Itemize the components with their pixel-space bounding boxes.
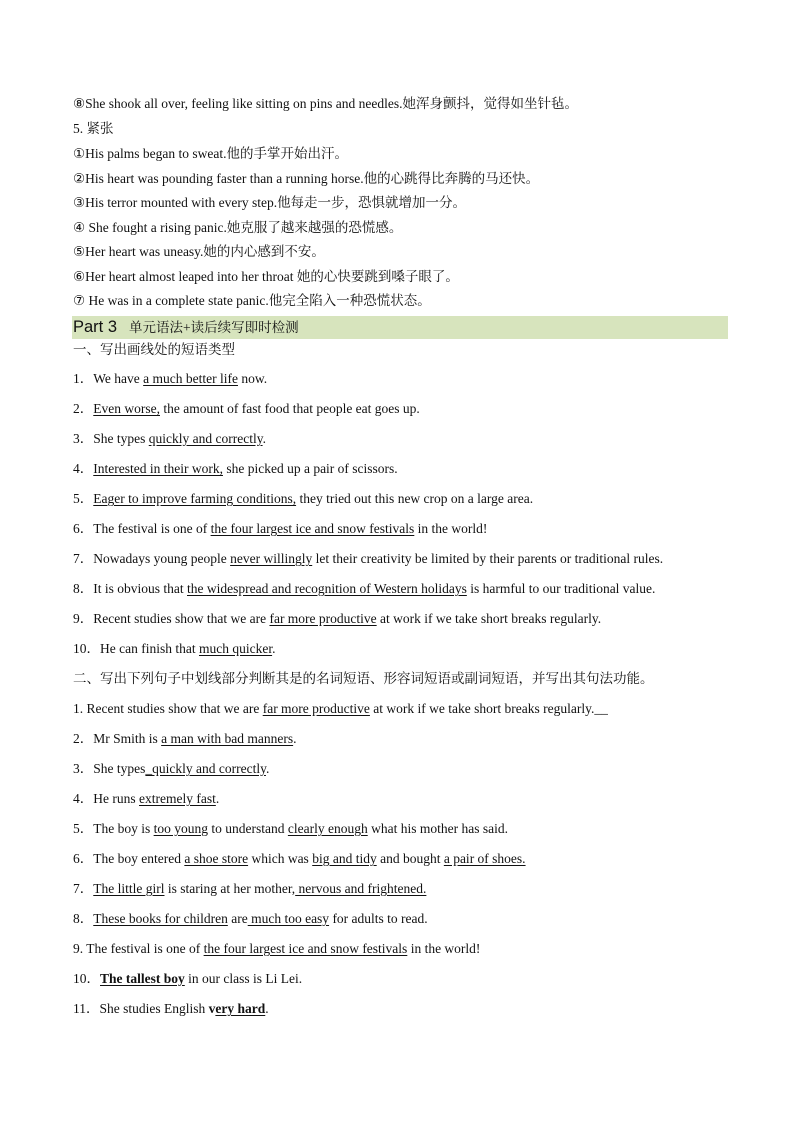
exercise-item: 2．Even worse, the amount of fast food that people eat goes up. bbox=[73, 401, 420, 416]
exercise-item: 10．The tallest boy in our class is Li Lei. bbox=[73, 971, 303, 986]
underlined-phrase: much quicker bbox=[198, 641, 273, 656]
underlined-phrase: big and tidy bbox=[312, 851, 377, 866]
exercise-item: 10．He can finish that much quicker. bbox=[73, 641, 276, 656]
underlined-phrase: Interested in their work, bbox=[93, 461, 223, 476]
underlined-phrase: never willingly bbox=[230, 551, 313, 566]
underlined-phrase: far more productive bbox=[262, 701, 370, 716]
part-header-bar bbox=[72, 316, 728, 339]
expression-line: ④ She fought a rising panic.她克服了越来越强的恐慌感。 bbox=[73, 220, 403, 235]
underlined-phrase: clearly enough bbox=[287, 821, 368, 836]
expression-line: ③His terror mounted with every step.他每走一步，恐惧就增加一分。 bbox=[73, 195, 467, 210]
underlined-phrase: a shoe store bbox=[184, 851, 249, 866]
exercise-item: 8．It is obvious that the widespread and recognition of Western holidays is harmful to our traditional value. bbox=[73, 581, 656, 596]
underlined-phrase: extremely fast bbox=[139, 791, 216, 806]
underlined-phrase: quickly and correctly bbox=[148, 431, 263, 446]
underlined-phrase: These books for children bbox=[93, 911, 228, 926]
exercise-item: 3．She types_quickly and correctly. bbox=[73, 761, 270, 776]
underlined-phrase: Eager to improve farming conditions, bbox=[93, 491, 297, 506]
exercise-item: 1．We have a much better life now. bbox=[73, 371, 268, 386]
exercise-item: 9. The festival is one of the four largest ice and snow festivals in the world! bbox=[73, 941, 481, 956]
expression-heading: 5. 紧张 bbox=[73, 121, 114, 136]
exercise-item: 5．Eager to improve farming conditions, they tried out this new crop on a large area. bbox=[73, 491, 534, 506]
underlined-phrase: _quickly and correctly bbox=[145, 761, 266, 776]
underlined-phrase: too young bbox=[153, 821, 209, 836]
underlined-phrase: the four largest ice and snow festivals bbox=[203, 941, 408, 956]
part-title: 单元语法+读后续写即时检测 bbox=[129, 320, 299, 335]
underlined-phrase: far more productive bbox=[269, 611, 377, 626]
exercise-item: 2．Mr Smith is a man with bad manners. bbox=[73, 731, 297, 746]
exercise-item: 4．He runs extremely fast. bbox=[73, 791, 220, 806]
expression-line: ①His palms began to sweat.他的手掌开始出汗。 bbox=[73, 146, 348, 161]
underlined-phrase: a much better life bbox=[143, 371, 238, 386]
underlined-phrase: The little girl bbox=[93, 881, 165, 896]
underlined-phrase: a pair of shoes. bbox=[443, 851, 526, 866]
exercise-item: 4．Interested in their work, she picked up a pair of scissors. bbox=[73, 461, 398, 476]
expression-line: ⑧She shook all over, feeling like sitting on pins and needles.她浑身颤抖，觉得如坐针毡。 bbox=[73, 96, 579, 111]
exercise-item: 6．The festival is one of the four largest ice and snow festivals in the world! bbox=[73, 521, 488, 536]
exercise-item: 7．Nowadays young people never willingly let their creativity be limited by their parents or traditional rules. bbox=[73, 551, 664, 566]
exercise-item: 6．The boy entered a shoe store which was big and tidy and bought a pair of shoes. bbox=[73, 851, 526, 866]
expression-line: ⑤Her heart was uneasy.她的内心感到不安。 bbox=[73, 244, 325, 259]
underlined-phrase: much too easy bbox=[247, 911, 330, 926]
exercise-item: 5．The boy is too young to understand clearly enough what his mother has said. bbox=[73, 821, 508, 836]
underlined-phrase: a man with bad manners bbox=[161, 731, 294, 746]
part-label: Part 3 bbox=[73, 318, 118, 336]
underlined-phrase: nervous and frightened. bbox=[295, 881, 427, 896]
expression-line: ⑥Her heart almost leaped into her throat 她的心快要跳到嗓子眼了。 bbox=[73, 269, 459, 284]
expression-line: ⑦ He was in a complete state panic.他完全陷入一种恐慌状态。 bbox=[73, 293, 431, 308]
exercise-item: 7．The little girl is staring at her mother, nervous and frightened. bbox=[73, 881, 427, 896]
expression-line: ②His heart was pounding faster than a running horse.他的心跳得比奔腾的马还快。 bbox=[73, 171, 540, 186]
underlined-phrase: the widespread and recognition of Western holidays bbox=[187, 581, 467, 596]
exercise-item: 11．She studies English very hard. bbox=[73, 1001, 269, 1016]
exercise-item: 1. Recent studies show that we are far more productive at work if we take short breaks regularly.__ bbox=[73, 701, 608, 716]
exercise-item: 3．She types quickly and correctly. bbox=[73, 431, 266, 446]
underlined-phrase: ery hard bbox=[215, 1001, 266, 1016]
section-heading: 二、写出下列句子中划线部分判断其是的名词短语、形容词短语或副词短语，并写出其句法功能。 bbox=[73, 671, 654, 686]
underlined-phrase: The tallest boy bbox=[100, 971, 185, 986]
exercise-item: 8．These books for children are much too easy for adults to read. bbox=[73, 911, 428, 926]
exercise-item: 9．Recent studies show that we are far more productive at work if we take short breaks regularly. bbox=[73, 611, 602, 626]
section-heading: 一、写出画线处的短语类型 bbox=[73, 342, 235, 357]
underlined-phrase: Even worse, bbox=[93, 401, 160, 416]
underlined-phrase: the four largest ice and snow festivals bbox=[210, 521, 415, 536]
